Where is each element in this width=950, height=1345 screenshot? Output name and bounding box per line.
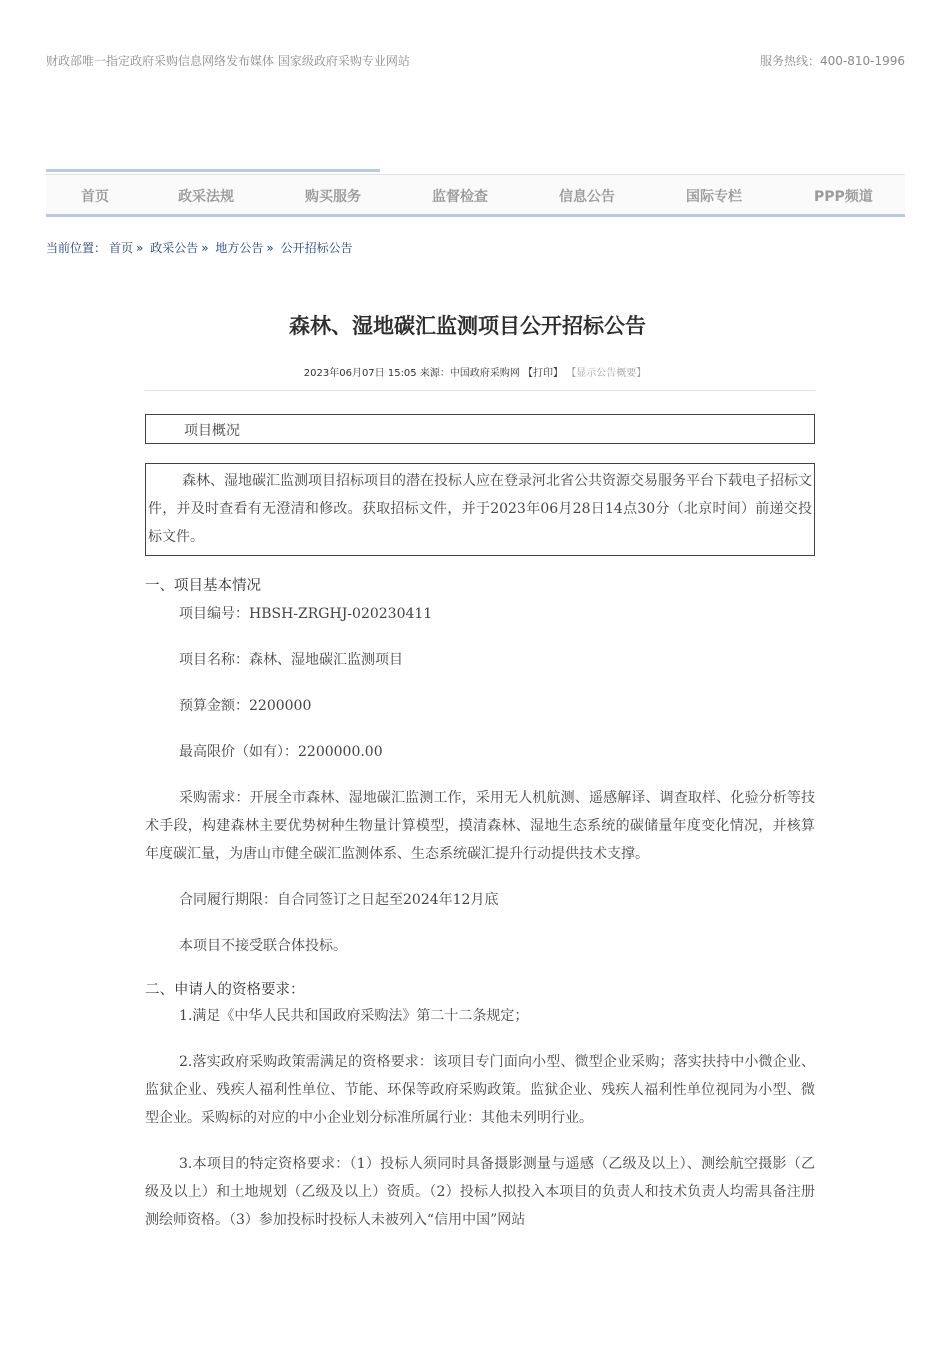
breadcrumb-separator: »: [136, 241, 144, 255]
show-summary-link[interactable]: 【显示公告概要】: [566, 368, 647, 379]
paragraph-qualification-3: 3.本项目的特定资格要求：（1）投标人须同时具备摄影测量与遥感（乙级及以上）、测绘航空摄影（乙级及以上）和土地规划（乙级及以上）资质。（2）投标人拟投入本项目的负责人和技术负责人均需具备注册测绘师资格。（3）参加投标时投标人未被列入“信用中国”网站: [145, 1156, 815, 1228]
overview-heading: 项目概况: [184, 423, 240, 439]
overview-box: 森林、湿地碳汇监测项目招标项目的潜在投标人应在登录河北省公共资源交易服务平台下载电子招标文件，并及时查看有无澄清和修改。获取招标文件，并于2023年06月28日14点30分（北京时间）前递交投标文件。: [145, 463, 815, 556]
breadcrumb: [46, 239, 356, 256]
main-nav: [46, 174, 905, 214]
paragraph-qualification-1: 1.满足《中华人民共和国政府采购法》第二十二条规定；: [179, 1008, 529, 1024]
paragraph-project-name: 项目名称：森林、湿地碳汇监测项目: [179, 652, 403, 668]
nav-item-announcements[interactable]: 信息公告: [559, 189, 615, 205]
paragraph-requirements: 采购需求：开展全市森林、湿地碳汇监测工作，采用无人机航测、遥感解译、调查取样、化验分析等技术手段，构建森林主要优势树种生物量计算模型，摸清森林、湿地生态系统的碳储量年度变化情况，并核算年度碳汇量，为唐山市健全碳汇监测体系、生态系统碳汇提升行动提供技术支撑。: [145, 790, 815, 862]
nav-accent-bar: [46, 169, 380, 172]
nav-item-purchase-services[interactable]: 购买服务: [305, 189, 361, 205]
nav-item-home[interactable]: 首页: [81, 189, 109, 205]
paragraph-contract-period: 合同履行期限：自合同签订之日起至2024年12月底: [179, 892, 499, 908]
site-slogan: 财政部唯一指定政府采购信息网络发布媒体 国家级政府采购专业网站: [46, 54, 410, 68]
publish-datetime: 2023年06月07日 15:05: [303, 368, 417, 379]
paragraph-project-number: 项目编号：HBSH-ZRGHJ-020230411: [179, 606, 433, 622]
breadcrumb-prefix: 当前位置：: [46, 241, 107, 255]
paragraph-budget: 预算金额：2200000: [179, 698, 312, 714]
paragraph-no-consortium: 本项目不接受联合体投标。: [179, 938, 347, 954]
article-meta: [0, 364, 950, 379]
paragraph-max-price: 最高限价（如有）：2200000.00: [179, 744, 383, 760]
title-divider: [145, 390, 815, 391]
nav-item-international[interactable]: 国际专栏: [686, 189, 742, 205]
nav-item-ppp[interactable]: PPP频道: [814, 189, 873, 205]
section-heading: 一、项目基本情况: [145, 578, 261, 594]
breadcrumb-announcements[interactable]: 政采公告: [150, 241, 199, 255]
breadcrumb-open-tender[interactable]: 公开招标公告: [280, 241, 353, 255]
article-source: 来源：中国政府采购网: [419, 368, 520, 379]
section-heading: 二、申请人的资格要求：: [145, 982, 305, 998]
breadcrumb-separator: »: [201, 241, 209, 255]
nav-item-supervision[interactable]: 监督检查: [432, 189, 488, 205]
top-bar: [46, 52, 905, 72]
paragraph-qualification-2: 2.落实政府采购政策需满足的资格要求：该项目专门面向小型、微型企业采购；落实扶持中小微企业、监狱企业、残疾人福利性单位、节能、环保等政府采购政策。监狱企业、残疾人福利性单位视同为小型、微型企业。采购标的对应的中小企业划分标准所属行业：其他未列明行业。: [145, 1054, 815, 1126]
breadcrumb-home[interactable]: 首页: [109, 241, 134, 255]
breadcrumb-local[interactable]: 地方公告: [215, 241, 264, 255]
overview-heading-box: [145, 414, 815, 444]
service-hotline: 服务热线：400-810-1996: [759, 54, 905, 68]
print-link[interactable]: 【打印】: [523, 368, 564, 379]
article-body: [145, 414, 815, 1234]
breadcrumb-separator: »: [266, 241, 274, 255]
page-title: 森林、湿地碳汇监测项目公开招标公告: [289, 314, 646, 338]
nav-item-regulations[interactable]: 政采法规: [178, 189, 234, 205]
